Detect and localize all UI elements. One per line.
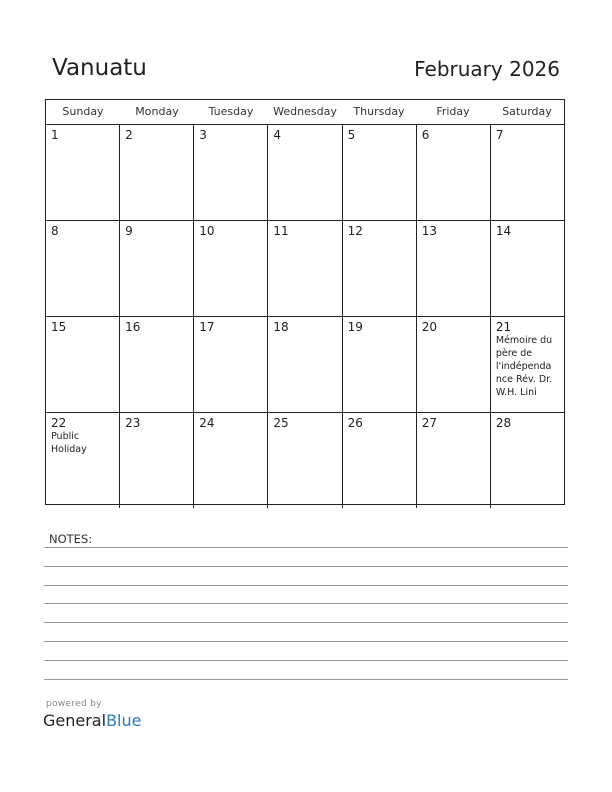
day-cell [268,317,342,412]
day-number: 8 [51,224,59,238]
day-number: 9 [125,224,133,238]
day-number: 3 [199,128,207,142]
notes-rule-line [44,679,568,680]
calendar-grid [45,99,565,505]
day-cell [343,221,417,316]
day-cell [120,413,194,508]
day-number: 6 [421,128,430,142]
day-cell [491,221,564,316]
day-cell [268,413,342,508]
weeks-container [46,125,564,508]
day-number: 26 [347,416,363,430]
day-number: 2 [125,128,133,142]
day-number: 12 [347,224,363,238]
day-number: 28 [495,416,512,430]
notes-rule-line [44,641,568,642]
day-number: 25 [273,416,289,430]
weekday-saturday: Saturday [502,105,552,118]
day-number: 17 [199,320,215,334]
notes-rule-line [44,585,568,586]
day-number: 13 [421,224,437,238]
brand-blue: Blue [106,711,142,730]
day-cell [417,125,491,220]
weekday-monday: Monday [135,105,179,118]
notes-label: NOTES: [49,532,93,546]
day-cell [417,413,491,508]
day-cell [120,317,194,412]
calendar-week-row [46,317,564,413]
day-number: 23 [125,416,141,430]
day-number: 4 [273,128,282,142]
day-number: 1 [51,128,59,142]
brand-general: General [43,711,107,730]
country-title: Vanuatu [52,55,147,81]
day-number: 21 [495,320,512,334]
brand-logo [43,711,141,730]
calendar-week-row [46,413,564,508]
weekday-tuesday: Tuesday [208,105,254,118]
notes-rule-line [44,547,568,548]
day-cell [491,317,564,412]
weekday-sunday: Sunday [62,105,104,118]
weekday-thursday: Thursday [353,105,405,118]
day-number: 14 [495,224,512,238]
day-number: 19 [347,320,363,334]
day-cell [417,317,491,412]
day-cell [120,221,194,316]
day-cell [46,413,120,508]
day-cell [46,317,120,412]
day-cell [343,317,417,412]
day-number: 5 [347,128,356,142]
day-number: 22 [51,416,67,430]
event-label-line: père de [495,348,533,359]
day-cell [268,125,342,220]
day-cell [491,413,564,508]
day-number: 24 [199,416,215,430]
day-cell [491,125,564,220]
day-cell [194,125,268,220]
weekday-friday: Friday [436,105,470,118]
weekday-header-row [46,100,564,125]
day-cell [46,221,120,316]
event-label-line: Mémoire du [495,335,553,346]
notes-rule-line [44,603,568,604]
day-cell [194,317,268,412]
day-number: 16 [125,320,141,334]
notes-rule-line [44,566,568,567]
day-number: 27 [421,416,437,430]
day-number: 20 [421,320,437,334]
day-cell [194,221,268,316]
day-cell [120,125,194,220]
event-label-line: nce Rév. Dr. [495,374,553,385]
day-cell [194,413,268,508]
day-number: 11 [273,224,289,238]
weekday-wednesday: Wednesday [273,105,337,118]
event-label-line: Public [51,431,80,442]
day-number: 7 [495,128,504,142]
day-number: 15 [51,320,67,334]
powered-by-text: powered by [46,699,102,709]
calendar-week-row [46,125,564,221]
notes-rule-line [44,660,568,661]
day-number: 10 [199,224,215,238]
notes-rule-line [44,622,568,623]
day-number: 18 [273,320,289,334]
calendar-week-row [46,221,564,317]
month-year-title: February 2026 [414,57,560,81]
day-cell [343,413,417,508]
day-cell [268,221,342,316]
day-cell [46,125,120,220]
event-label-line: l'indépenda [495,361,552,372]
event-label-line: Holiday [51,444,87,455]
day-cell [343,125,417,220]
event-label-line: W.H. Lini [495,387,537,398]
day-cell [417,221,491,316]
